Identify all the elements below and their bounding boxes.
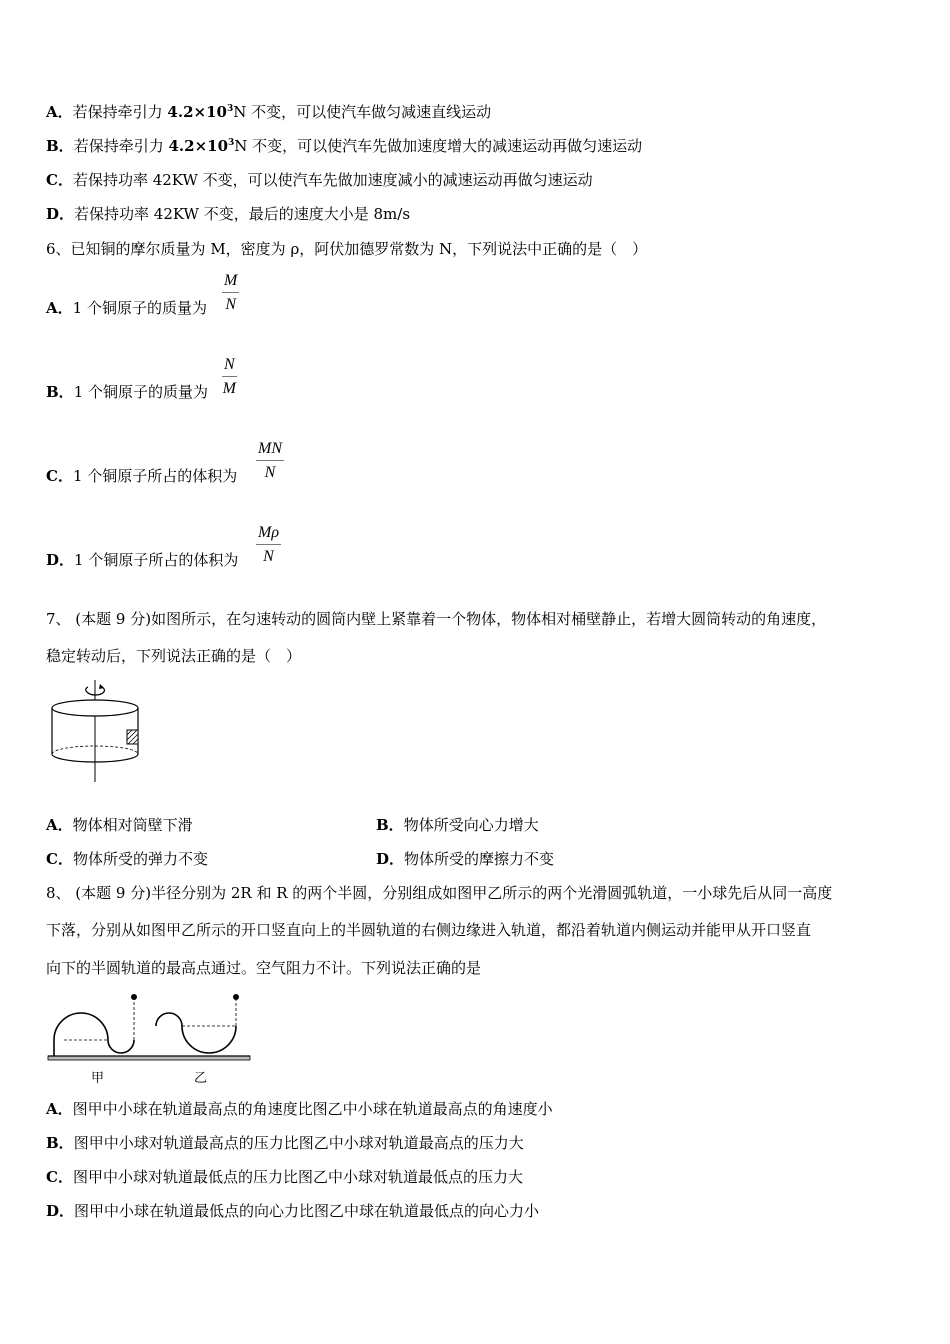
q8-option-c: C．图甲中小球对轨道最低点的压力比图乙中小球对轨道最低点的压力大 [46,1168,523,1186]
q7-option-c: C．物体所受的弹力不变 [46,850,208,868]
q6-option-d: D．1 个铜原子所占的体积为 [46,551,239,569]
q6-option-a: A．1 个铜原子的质量为 [46,299,207,317]
q5-option-d: D．若保持功率 42KW 不变，最后的速度大小是 8m/s [46,205,411,223]
q7-option-d: D．物体所受的摩擦力不变 [376,850,555,868]
q6-fraction-c: $\frac{MN}{N}$ [258,440,282,481]
q8-stem-line2: 下落，分别从如图甲乙所示的开口竖直向上的半圆轨道的右侧边缘进入轨道，都沿着轨道内侧运动并能甲从开口竖直 [46,921,812,939]
q6-fraction-a: $\frac{M}{N}$ [224,272,238,313]
q7-stem-line2: 稳定转动后，下列说法正确的是（ ） [46,647,302,665]
q8-stem-line3: 向下的半圆轨道的最高点通过。空气阻力不计。下列说法正确的是 [46,959,482,977]
q6-fraction-b: $\frac{N}{M}$ [222,356,236,397]
q8-option-d: D．图甲中小球在轨道最低点的向心力比图乙中球在轨道最低点的向心力小 [46,1202,540,1220]
track-figure [46,990,252,1086]
q7-stem-line1: 7、 (本题 9 分)如图所示，在匀速转动的圆筒内壁上紧靠着一个物体，物体相对桶壁静止，若增大圆筒转动的角速度， [46,610,827,628]
q6-fraction-d: $\frac{M\rho}{N}$ [258,524,280,565]
q8-option-b: B．图甲中小球对轨道最高点的压力比图乙中小球对轨道最高点的压力大 [46,1134,524,1152]
q8-stem-line1: 8、 (本题 9 分)半径分别为 2R 和 R 的两个半圆，分别组成如图甲乙所示的两个光滑圆弧轨道，一小球先后从同一高度 [46,884,833,902]
q5-option-b: B．若保持牵引力 $4.2\times 10^3N$ 不变，可以使汽车先做加速度增大的减速运动再做匀速运动 [46,137,643,155]
q6-option-b: B．1 个铜原子的质量为 [46,383,208,401]
figure-label-jia: 甲 [91,1071,105,1086]
q5-option-c: C．若保持功率 42KW 不变，可以使汽车先做加速度减小的减速运动再做匀速运动 [46,171,593,189]
q6-option-c: C．1 个铜原子所占的体积为 [46,467,238,485]
q7-option-b: B．物体所受向心力增大 [376,816,539,834]
q6-stem: 6、已知铜的摩尔质量为 M，密度为 ρ，阿伏加德罗常数为 N，下列说法中正确的是（ ） [46,240,648,258]
figure-label-yi: 乙 [194,1071,208,1086]
rotating-cylinder-figure [44,678,144,784]
q5-option-a: A．若保持牵引力 $4.2\times 10^3N$ 不变，可以使汽车做匀减速直线运动 [46,103,492,121]
q7-option-a: A．物体相对筒壁下滑 [46,816,193,834]
q8-option-a: A．图甲中小球在轨道最高点的角速度比图乙中小球在轨道最高点的角速度小 [46,1100,553,1118]
